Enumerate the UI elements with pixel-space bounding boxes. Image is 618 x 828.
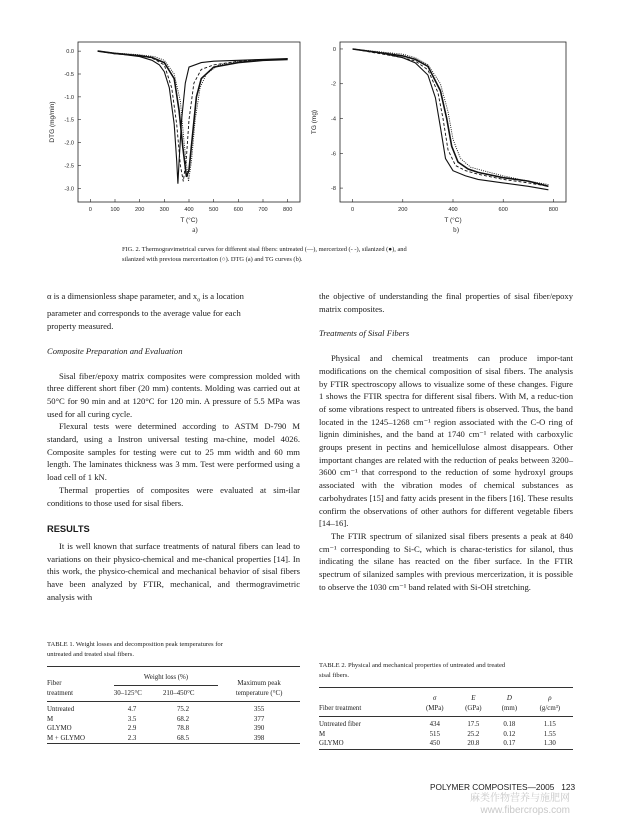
series-line-1 — [98, 51, 288, 184]
t1-header-range-2: 210–450°C — [162, 689, 195, 697]
t2-header-rho: ρ — [548, 695, 552, 702]
t1-header-range-1: 30–125°C — [113, 689, 142, 697]
figure-2a-dtg-chart — [40, 30, 315, 240]
paragraph-results: It is well known that surface treatments of natural fibers can lead to variations on their physico-chemical and me-chanical properties [14]. In this work, the physico-chemical and mechanical behavior of sisal fibers have been analyzed by FTIR, mechanical, and thermogravimetric analysis with — [47, 540, 301, 602]
x-tick-label: 0 — [88, 207, 92, 213]
y-tick-label: -3.0 — [64, 186, 74, 193]
page-footer — [430, 782, 575, 792]
table-2-caption: TABLE 2. Physical and mechanical properties of untreated and treated sisal fibers. — [319, 662, 506, 679]
t2-unit-sigma: (MPa) — [425, 704, 444, 712]
x-tick-label: 800 — [548, 207, 559, 213]
page-number: 123 — [561, 782, 576, 792]
y-tick-label: -6 — [331, 151, 336, 158]
table-row: M 3.5 68.2 377 — [47, 715, 265, 723]
chart-a-plot — [49, 42, 300, 224]
panel-label-b: b) — [453, 226, 459, 234]
t2-header-sigma: σ — [433, 695, 437, 702]
watermark-line-2: www.fibercrops.com — [480, 805, 570, 816]
x-axis-label: T (°C) — [444, 217, 462, 224]
y-tick-label: -1.5 — [64, 117, 74, 124]
series-line-2 — [98, 51, 288, 181]
table-1-caption: TABLE 1. Weight losses and decomposition peak temperatures for untreated and treated sisal fibers. — [47, 641, 223, 658]
chart-b-plot — [311, 42, 566, 224]
x-tick-label: 100 — [110, 207, 120, 213]
y-tick-label: -2.5 — [64, 163, 74, 170]
alpha-line-3: property measured. — [47, 321, 114, 332]
figure-caption-line-2: silanized with previous mercerization (○). DTG (a) and TG curves (b). — [122, 256, 303, 263]
x-tick-label: 800 — [282, 207, 293, 213]
watermark-line-1: 麻类作物营养与施肥网 — [470, 793, 570, 804]
table-row: M 515 25.2 0.12 1.55 — [319, 730, 556, 738]
table-1 — [47, 640, 300, 744]
y-tick-label: 0.0 — [66, 49, 74, 56]
t2-unit-rho: (g/cm³) — [539, 704, 561, 712]
journal-name: POLYMER COMPOSITES—2005 — [430, 782, 555, 792]
y-axis-label: DTG (mg/min) — [49, 101, 56, 143]
t2-header-D: D — [506, 695, 512, 702]
table-row: Untreated fiber 434 17.5 0.18 1.15 — [319, 721, 556, 728]
table-row: M + GLYMO 2.3 68.5 398 — [47, 734, 300, 744]
y-tick-label: -2 — [331, 81, 336, 88]
panel-label-a: a) — [192, 226, 198, 234]
paragraph-alpha — [47, 290, 300, 333]
t1-header-fiber: Fiber treatment — [47, 680, 74, 697]
heading-treatments: Treatments of Sisal Fibers — [319, 328, 410, 339]
t2-header-fiber: Fiber treatment — [319, 704, 362, 712]
y-tick-label: -0.5 — [64, 72, 74, 78]
x-axis-label: T (°C) — [180, 217, 198, 224]
paragraph-ftir: Physical and chemical treatments can produce impor-tant modifications on the chemical composition of sisal fibers. The analysis by FTIR spectroscopy allows to visualize some of these changes. Figure 1 shows the FTIR spectra for different sisal fibers. With M, a reduc-tion of some vibrations respect to untreated fibers is observed. Thus, the band located in the 1245–1268 cm⁻¹ region associated with the C-O ring of lignin diminishes, and the band at 1740 cm⁻¹ related with carboxylic groups present in pectins and hemicellulose almost disappears. Other important changes are related with the reduction of peaks between 3200–3600 cm⁻¹ that correspond to the reduction of some hydroxyl groups associated with the vibration modes of chemical substances as carbohydrates [15] and fatty acids present in the fibers [16]. These results confirm the observations of other authors for different vegetable fibers [14–16]. — [319, 353, 574, 529]
paragraph-molding: Sisal fiber/epoxy matrix composites were compression molded with three different short fiber (20 mm) contents. Molding was carried out at 50°C for 90 min and at 120°C for 120 min. A pressure of 5.5 MPa was used for all curing cycle. — [47, 370, 300, 419]
y-tick-label: -4 — [331, 116, 336, 123]
y-axis-label: TG (mg) — [311, 109, 318, 135]
alpha-line-1: α is a dimensionless shape parameter, and $x_o$ is a location — [47, 291, 244, 304]
y-tick-label: -1.0 — [64, 94, 74, 101]
x-tick-label: 700 — [258, 207, 268, 213]
alpha-line-2: parameter and corresponds to the average value for each — [47, 308, 241, 319]
t2-unit-E: (GPa) — [465, 704, 482, 712]
t1-header-max-peak: Maximum peak temperature (°C) — [235, 680, 283, 697]
table-2 — [319, 661, 573, 750]
table-2-grid — [319, 687, 573, 750]
series-line-4 — [353, 49, 549, 185]
paragraph-silanized: The FTIR spectrum of silanized sisal fibers presents a peak at 840 cm⁻¹ corresponding to Si-C, which is charac-teristics for silanol, thus indicating the silane has reacted on the fiber surface. In the FTIR spectrum of silanized samples with previous mercerization, it is possible to observe the 1030 cm⁻¹ band related with Si-OH stretching. — [319, 530, 573, 592]
left-column — [47, 290, 300, 603]
paragraph-objective: the objective of understanding the final properties of sisal fiber/epoxy matrix composites. — [319, 291, 574, 314]
x-tick-label: 500 — [208, 207, 219, 213]
series-line-4 — [98, 51, 288, 181]
series-line-1 — [353, 49, 549, 190]
paragraph-flexural: Flexural tests were determined according to ASTM D-790 M standard, using a Instron universal testing ma-chine, model 4026. Composite samples for testing were cut to 25 mm width and 60 mm length. The laminates thickness was 3 mm. Test were performed using a load cell of 1 kN. — [47, 421, 301, 483]
x-tick-label: 200 — [398, 207, 408, 213]
watermark — [470, 793, 570, 817]
t2-header-E: E — [471, 695, 476, 702]
x-tick-label: 600 — [498, 207, 508, 213]
y-tick-label: -2.0 — [64, 140, 74, 147]
t1-header-weight-loss: Weight loss (%) — [114, 673, 218, 685]
figure-2b-tg-chart — [311, 30, 578, 240]
figure-caption-line-1: FIG. 2. Thermogravimetrical curves for different sisal fibers: untreated (—), mercerized (- -), silanized (●), and — [122, 246, 407, 253]
right-column — [319, 290, 573, 593]
y-tick-label: 0 — [332, 46, 336, 53]
figure-caption — [122, 245, 522, 265]
heading-composite-preparation: Composite Preparation and Evaluation — [47, 345, 183, 356]
table-row: GLYMO 450 20.8 0.17 1.30 — [319, 739, 573, 749]
table-row: Untreated 4.7 75.2 355 — [47, 706, 265, 713]
series-line-3 — [98, 51, 288, 177]
paragraph-thermal: Thermal properties of composites were evaluated at sim-ilar conditions to those used for sisal fibers. — [47, 484, 300, 508]
x-tick-label: 400 — [184, 207, 194, 213]
x-tick-label: 300 — [159, 207, 170, 213]
y-tick-label: -8 — [331, 186, 336, 193]
table-row: GLYMO 2.9 78.8 390 — [47, 725, 265, 732]
plot-frame — [340, 42, 566, 202]
t2-unit-D: (mm) — [501, 704, 517, 712]
heading-results: RESULTS — [47, 524, 90, 535]
x-tick-label: 0 — [350, 207, 355, 213]
x-tick-label: 600 — [233, 207, 244, 213]
x-tick-label: 400 — [448, 207, 458, 213]
table-1-grid — [47, 666, 300, 744]
x-tick-label: 200 — [134, 207, 145, 213]
